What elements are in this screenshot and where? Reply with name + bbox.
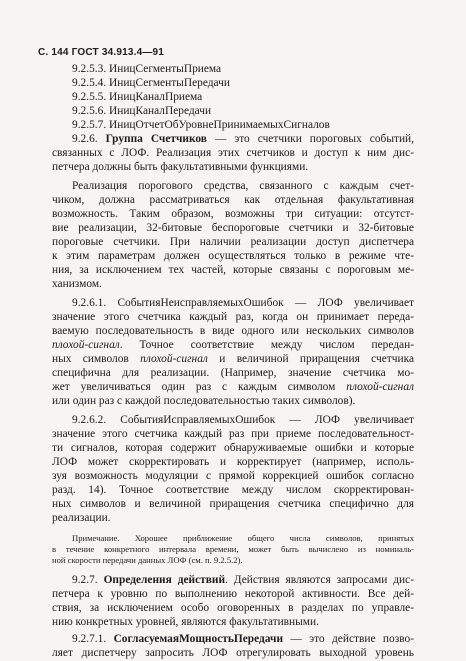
paragraph-line: возможность. Таким образом, возможны три ситуации: отсутст- <box>52 208 414 220</box>
text-run: — это действие позво- <box>283 633 414 645</box>
paragraph-line: ствия, за исключением особо оговоренных в разделах по управле- <box>52 602 414 614</box>
paragraph-line: ваемую последовательность в виде одного или нескольких символов <box>52 325 414 337</box>
italic-term: плохой-сигнал <box>52 339 120 351</box>
text-run: 9.2.7. <box>72 574 104 586</box>
note-line: в течение конкретного интервала времени, может быть вычислено из номиналь- <box>52 544 414 554</box>
paragraph-line: вие реализации, 32-битовые беспороговые счетчики и 32-битовые <box>52 222 414 234</box>
paragraph-line: 9.2.6.2. СобытияИсправляемыхОшибок — ЛОФ увеличивает <box>72 414 414 426</box>
text-run: 9.2.6. <box>72 133 106 145</box>
paragraph-line: ния, за исключением тех частей, которые связаны с пороговым ме- <box>52 264 414 276</box>
paragraph-line <box>72 574 414 587</box>
italic-term: плохой-сигнал <box>346 381 414 393</box>
paragraph-line: специфична для реализации. (Например, значение счетчика мо- <box>52 367 414 379</box>
page-header: С. 144 ГОСТ 34.913.4—91 <box>38 47 165 58</box>
paragraph-line: пороговые счетчики. При наличии реализации доступ диспетчера <box>52 236 414 248</box>
paragraph-line: 9.2.5.4. ИницСегментыПередачи <box>72 77 230 89</box>
paragraph-line <box>52 381 414 394</box>
paragraph-line <box>52 339 414 352</box>
text-run: . Точное соответствие между числом передан- <box>119 339 414 351</box>
bold-term: СогласуемаяМощностьПередачи <box>113 633 284 645</box>
bold-term: Определения действий <box>103 574 226 586</box>
paragraph-line: или один раз с каждой последовательностью таких символов). <box>52 395 356 407</box>
italic-term: плохой-сигнал <box>140 353 208 365</box>
note-line: ной скорости передачи данных ЛОФ (см. п. 9.2.5.2). <box>52 555 243 565</box>
text-run: жет увеличиваться один раз с каждым символом <box>52 381 347 393</box>
paragraph-line: чиком, должна рассматриваться как отдельная факультативная <box>52 194 414 206</box>
paragraph-line: 9.2.6.1. СобытияНеисправляемыхОшибок — ЛОФ увеличивает <box>72 297 414 309</box>
paragraph-line: значение этого счетчика каждый раз при приеме последовательност- <box>52 428 414 440</box>
paragraph-line: ных символов и величиной приращения счетчика специфично для <box>52 498 414 510</box>
paragraph-line: ЛОФ может скорректировать и корректирует (например, исполь- <box>52 456 414 468</box>
note-line: Примечание. Хорошее приближение общего числа символов, принятых <box>72 533 414 543</box>
paragraph-line: значение этого счетчика каждый раз, когда он принимает переда- <box>52 311 414 323</box>
paragraph-line <box>72 633 414 646</box>
text-run: ных символов <box>52 353 141 365</box>
paragraph-line: петчера к уровню по выполнению некоторой активности. Все дей- <box>52 588 414 600</box>
paragraph-line: ти сигналов, которая содержит обнаруживаемые ошибки и которые <box>52 442 414 454</box>
paragraph-line: разд. 14). Точное соответствие между числом скорректирован- <box>52 484 414 496</box>
paragraph-line: 9.2.5.5. ИницКаналПриема <box>72 91 203 103</box>
paragraph-line: связанных с ЛОФ. Реализация этих счетчиков и доступ к ним дис- <box>52 147 414 159</box>
paragraph-line: Реализация порогового средства, связанного с каждым счет- <box>72 180 414 192</box>
paragraph-line: 9.2.5.6. ИницКаналПередачи <box>72 105 212 117</box>
paragraph-line <box>72 133 414 146</box>
paragraph-line: реализации. <box>52 512 111 524</box>
text-run: 9.2.7.1. <box>72 633 114 645</box>
paragraph-line: к этим параметрам должен осуществляться только в режиме чте- <box>52 250 414 262</box>
bold-term: Группа Счетчиков <box>105 133 207 145</box>
paragraph-line: 9.2.5.3. ИницСегментыПриема <box>72 63 222 75</box>
paragraph-line: зуя возможность модуляции с прямой коррекцией ошибок согласно <box>52 470 414 482</box>
text-run: — это счетчики пороговых событий, <box>206 133 414 145</box>
paragraph-line: нию конкретных уровней, являются факультативными. <box>52 616 319 628</box>
text-run: и величиной приращения счетчика <box>207 353 414 365</box>
paragraph-line: 9.2.5.7. ИницОтчетОбУровнеПринимаемыхСигналов <box>72 119 330 131</box>
text-run: . Действия являются запросами дис- <box>225 574 414 586</box>
paragraph-line: петчера должны быть факультативными функциями. <box>52 161 309 173</box>
paragraph-line <box>52 353 414 366</box>
paragraph-line: ханизмом. <box>52 278 102 290</box>
paragraph-line: ляет диспетчеру запросить ЛОФ отрегулировать выходной уровень <box>52 647 414 659</box>
